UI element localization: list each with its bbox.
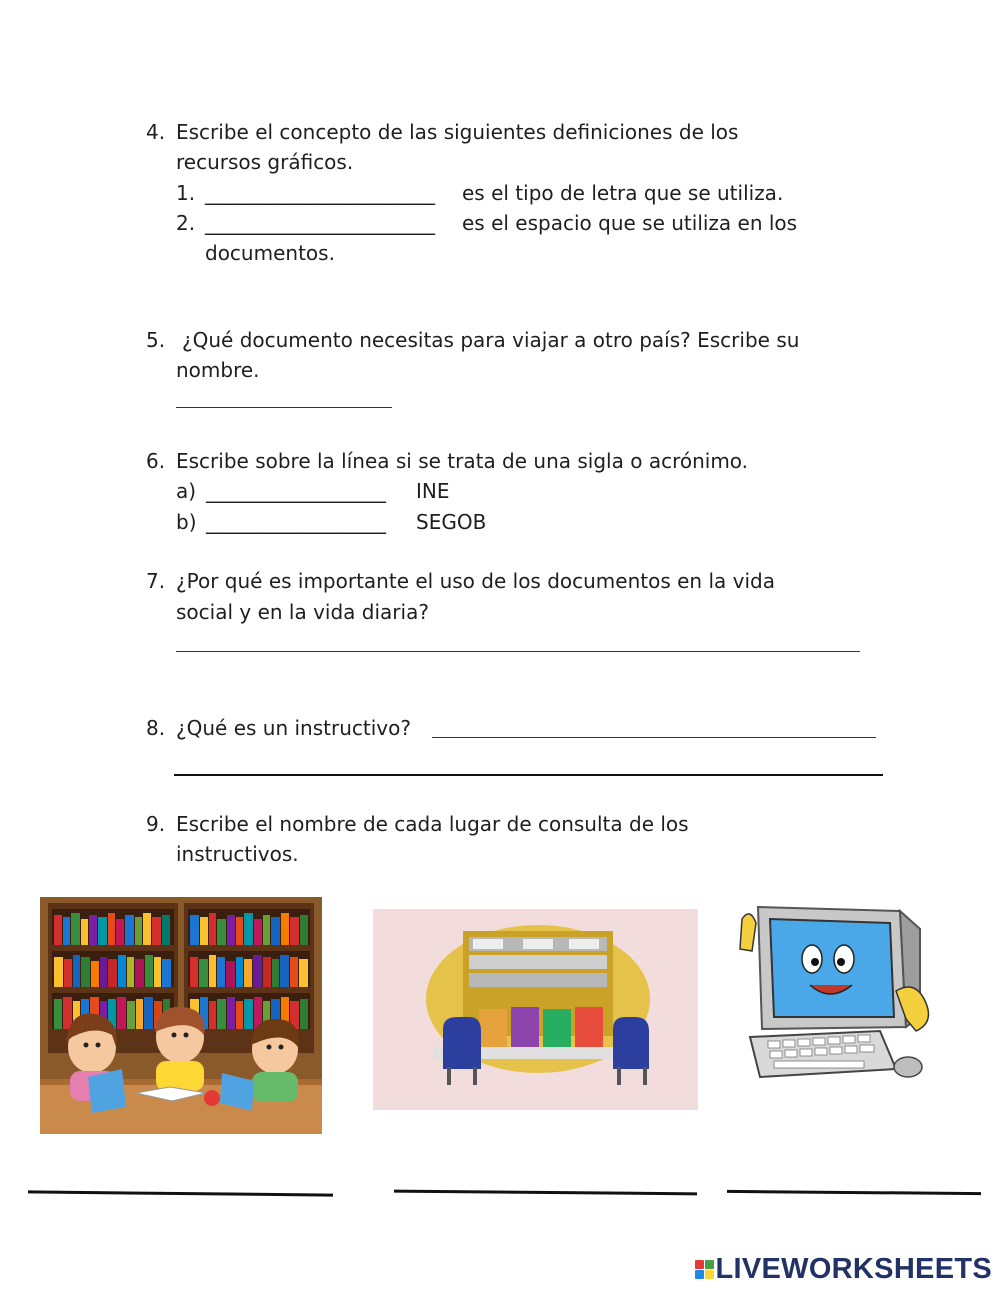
q6-b-text: SEGOB bbox=[416, 510, 487, 534]
q7-text-line2: social y en la vida diaria? bbox=[176, 600, 429, 624]
q4-item2-text: es el espacio que se utiliza en los bbox=[462, 211, 798, 235]
q7-answer-line[interactable] bbox=[176, 651, 860, 652]
q6-text-line1: Escribe sobre la línea si se trata de una sigla o acrónimo. bbox=[176, 449, 749, 473]
logo-square-yellow bbox=[705, 1270, 714, 1279]
q4-text-line1: Escribe el concepto de las siguientes definiciones de los bbox=[176, 120, 739, 144]
q5-answer-line[interactable] bbox=[176, 407, 392, 408]
q4-text-line2: recursos gráficos. bbox=[176, 150, 354, 174]
q6-b-answer-blank[interactable]: __________________ bbox=[206, 510, 386, 534]
newsstand-illustration bbox=[373, 909, 698, 1110]
library-illustration bbox=[40, 897, 322, 1134]
logo-text: LIVEWORKSHEETS bbox=[715, 1253, 992, 1285]
q8-answer-line-1[interactable] bbox=[432, 737, 876, 738]
q4-item2-number: 2. bbox=[176, 211, 196, 235]
q6-a-text: INE bbox=[416, 479, 450, 503]
q8-text: ¿Qué es un instructivo? bbox=[176, 716, 411, 740]
q8-answer-line-2[interactable] bbox=[174, 774, 883, 776]
q4-item1-text: es el tipo de letra que se utiliza. bbox=[462, 181, 784, 205]
q7-text-line1: ¿Por qué es importante el uso de los documentos en la vida bbox=[176, 569, 775, 593]
computer-illustration bbox=[720, 899, 935, 1087]
q9-text-line2: instructivos. bbox=[176, 842, 299, 866]
q8-number: 8. bbox=[146, 716, 166, 740]
q5-number: 5. bbox=[146, 328, 166, 352]
logo-mark-icon bbox=[695, 1260, 714, 1279]
newsstand-answer-line[interactable] bbox=[394, 1190, 697, 1196]
q5-text-line2: nombre. bbox=[176, 358, 260, 382]
q4-item2-answer-blank[interactable]: _______________________ bbox=[205, 211, 435, 235]
q4-item2-text-line2: documentos. bbox=[205, 241, 335, 265]
library-answer-line[interactable] bbox=[28, 1190, 333, 1196]
q6-a-label: a) bbox=[176, 479, 197, 503]
q4-number: 4. bbox=[146, 120, 166, 144]
q9-number: 9. bbox=[146, 812, 166, 836]
q6-a-answer-blank[interactable]: __________________ bbox=[206, 479, 386, 503]
q6-b-label: b) bbox=[176, 510, 197, 534]
q6-number: 6. bbox=[146, 449, 166, 473]
q5-text-line1: ¿Qué documento necesitas para viajar a otro país? Escribe su bbox=[182, 328, 800, 352]
q9-text-line1: Escribe el nombre de cada lugar de consulta de los bbox=[176, 812, 689, 836]
computer-answer-line[interactable] bbox=[727, 1190, 981, 1195]
logo-square-red bbox=[695, 1260, 704, 1269]
liveworksheets-logo bbox=[695, 1254, 993, 1284]
logo-square-green bbox=[705, 1260, 714, 1269]
q7-number: 7. bbox=[146, 569, 166, 593]
q4-item1-answer-blank[interactable]: _______________________ bbox=[205, 181, 435, 205]
logo-square-blue bbox=[695, 1270, 704, 1279]
q4-item1-number: 1. bbox=[176, 181, 196, 205]
